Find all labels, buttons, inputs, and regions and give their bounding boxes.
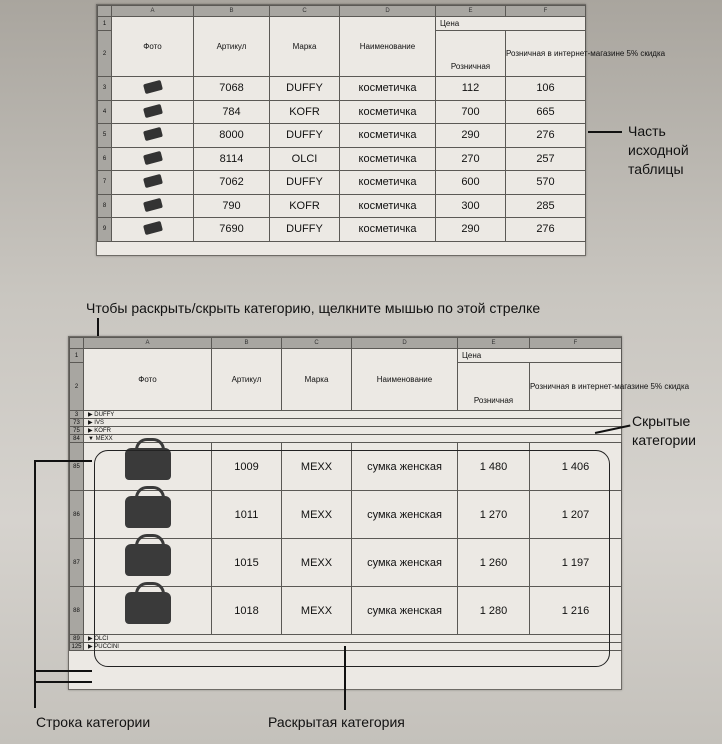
cell-brand[interactable]: MEXX <box>282 491 352 539</box>
cell-art[interactable]: 1015 <box>212 539 282 587</box>
category-row-tick <box>34 670 92 672</box>
cell-brand[interactable]: DUFFY <box>270 218 340 242</box>
cell-web[interactable]: 106 <box>506 77 586 101</box>
cell-name[interactable]: сумка женская <box>352 443 458 491</box>
category-toggle[interactable]: ▶ DUFFY <box>84 411 622 419</box>
cell-brand[interactable]: KOFR <box>270 194 340 218</box>
cosmetic-bag-thumbnail <box>143 80 163 94</box>
row-number[interactable]: 2 <box>98 31 112 77</box>
row-number[interactable]: 87 <box>70 539 84 587</box>
header-artikul: Артикул <box>194 17 270 77</box>
toggle-hint: Чтобы раскрыть/скрыть категорию, щелкните мышью по этой стрелке <box>86 300 541 316</box>
column-header[interactable]: B <box>212 338 282 349</box>
table-row[interactable] <box>98 194 586 218</box>
part-label-line: таблицы <box>628 161 684 177</box>
cell-art[interactable]: 7068 <box>194 77 270 101</box>
table-row[interactable] <box>98 124 586 148</box>
cell-retail[interactable]: 1 260 <box>458 539 530 587</box>
header-foto: Фото <box>112 17 194 77</box>
category-row[interactable] <box>70 411 622 419</box>
header-marka: Марка <box>270 17 340 77</box>
cell-web[interactable]: 1 406 <box>530 443 622 491</box>
cell-retail[interactable]: 112 <box>436 77 506 101</box>
cell-retail[interactable]: 1 480 <box>458 443 530 491</box>
cell-brand[interactable]: DUFFY <box>270 124 340 148</box>
column-header[interactable]: F <box>530 338 622 349</box>
cosmetic-bag-thumbnail <box>143 198 163 212</box>
category-row[interactable] <box>70 427 622 435</box>
cell-name[interactable]: косметичка <box>340 194 436 218</box>
cell-brand[interactable]: KOFR <box>270 100 340 124</box>
cell-art[interactable]: 1009 <box>212 443 282 491</box>
column-header[interactable]: E <box>436 6 506 17</box>
cell-art[interactable]: 1011 <box>212 491 282 539</box>
cell-web[interactable]: 570 <box>506 171 586 195</box>
cell-art[interactable]: 7690 <box>194 218 270 242</box>
cell-retail[interactable]: 1 270 <box>458 491 530 539</box>
cell-name[interactable]: косметичка <box>340 100 436 124</box>
hidden-label-line: категории <box>632 432 696 448</box>
row-number[interactable]: 89 <box>70 635 84 643</box>
category-toggle[interactable]: ▼ MEXX <box>84 435 622 443</box>
cell-name[interactable]: сумка женская <box>352 491 458 539</box>
cell-brand[interactable]: MEXX <box>282 539 352 587</box>
header-naimenovanie: Наименование <box>352 349 458 411</box>
cell-retail[interactable]: 290 <box>436 218 506 242</box>
cell-name[interactable]: косметичка <box>340 124 436 148</box>
cell-brand[interactable]: MEXX <box>282 587 352 635</box>
hidden-label <box>632 412 696 450</box>
cell-art[interactable]: 7062 <box>194 171 270 195</box>
cell-retail[interactable]: 1 280 <box>458 587 530 635</box>
photo-cell <box>112 100 194 124</box>
row-number[interactable]: 84 <box>70 435 84 443</box>
row-number[interactable]: 5 <box>98 124 112 148</box>
row-number[interactable]: 8 <box>98 194 112 218</box>
cell-web[interactable]: 276 <box>506 218 586 242</box>
cell-art[interactable]: 8114 <box>194 147 270 171</box>
part-label-line: исходной <box>628 142 689 158</box>
cosmetic-bag-thumbnail <box>143 127 163 141</box>
cell-brand[interactable]: OLCI <box>270 147 340 171</box>
row-number[interactable]: 85 <box>70 443 84 491</box>
row-number[interactable]: 9 <box>98 218 112 242</box>
row-number[interactable]: 7 <box>98 171 112 195</box>
cell-web[interactable]: 1 197 <box>530 539 622 587</box>
expanded-category-frame <box>94 450 610 667</box>
cell-web[interactable]: 665 <box>506 100 586 124</box>
row-number[interactable]: 4 <box>98 100 112 124</box>
category-toggle[interactable]: ▶ IVS <box>84 419 622 427</box>
cell-brand[interactable]: DUFFY <box>270 171 340 195</box>
cell-web[interactable]: 1 216 <box>530 587 622 635</box>
category-toggle[interactable]: ▶ PUCCINI <box>84 643 622 651</box>
photo-cell <box>112 124 194 148</box>
row-number[interactable]: 3 <box>70 411 84 419</box>
photo-cell <box>112 194 194 218</box>
column-header[interactable]: D <box>352 338 458 349</box>
category-row[interactable] <box>70 419 622 427</box>
row-number[interactable]: 75 <box>70 427 84 435</box>
cell-name[interactable]: косметичка <box>340 171 436 195</box>
row-number[interactable]: 1 <box>70 349 84 363</box>
header-internet: Розничная в интернет-магазине 5% скидка <box>530 363 622 411</box>
cell-retail[interactable]: 290 <box>436 124 506 148</box>
cell-name[interactable]: сумка женская <box>352 539 458 587</box>
header-roznichnaya: Розничная <box>436 31 506 77</box>
cell-art[interactable]: 790 <box>194 194 270 218</box>
cell-web[interactable]: 1 207 <box>530 491 622 539</box>
cosmetic-bag-thumbnail <box>143 221 163 235</box>
row-number[interactable]: 125 <box>71 643 82 650</box>
category-toggle[interactable]: ▶ OLCI <box>84 635 622 643</box>
part-label-line: Часть <box>628 123 666 139</box>
cell-retail[interactable]: 300 <box>436 194 506 218</box>
table-row[interactable] <box>98 100 586 124</box>
category-row-label: Строка категории <box>36 714 151 730</box>
table-row[interactable] <box>98 147 586 171</box>
cell-art[interactable]: 8000 <box>194 124 270 148</box>
table-row[interactable] <box>98 171 586 195</box>
cosmetic-bag-thumbnail <box>143 104 163 118</box>
header-cena: Цена <box>458 349 622 363</box>
row-number[interactable]: 1 <box>98 17 112 31</box>
column-header-row <box>70 338 622 349</box>
cell-web[interactable]: 285 <box>506 194 586 218</box>
expanded-label: Раскрытая категория <box>268 714 405 730</box>
cell-web[interactable]: 257 <box>506 147 586 171</box>
cell-name[interactable]: косметичка <box>340 147 436 171</box>
cell-brand[interactable]: DUFFY <box>270 77 340 101</box>
column-header-row <box>98 6 586 17</box>
column-header[interactable]: A <box>112 6 194 17</box>
photo-cell <box>112 147 194 171</box>
header-marka: Марка <box>282 349 352 411</box>
cell-brand[interactable]: MEXX <box>282 443 352 491</box>
row-number[interactable]: 88 <box>70 587 84 635</box>
column-header[interactable]: C <box>270 6 340 17</box>
photo-cell <box>112 77 194 101</box>
category-row-tick <box>34 681 92 683</box>
column-header[interactable]: D <box>340 6 436 17</box>
photo-cell <box>112 171 194 195</box>
cell-name[interactable]: косметичка <box>340 218 436 242</box>
row-number[interactable]: 2 <box>70 363 84 411</box>
cosmetic-bag-thumbnail <box>143 174 163 188</box>
category-row-tick <box>34 460 92 462</box>
row-number[interactable]: 3 <box>98 77 112 101</box>
hidden-label-line: Скрытые <box>632 413 691 429</box>
table-row[interactable] <box>98 77 586 101</box>
expanded-pointer-line <box>344 646 346 710</box>
row-number[interactable]: 6 <box>98 147 112 171</box>
header-cena: Цена <box>436 17 586 31</box>
cell-retail[interactable]: 700 <box>436 100 506 124</box>
photo-cell <box>112 218 194 242</box>
cell-name[interactable]: косметичка <box>340 77 436 101</box>
part-pointer-line <box>588 131 622 133</box>
header-foto: Фото <box>84 349 212 411</box>
row-number[interactable]: 86 <box>70 491 84 539</box>
cell-art[interactable]: 784 <box>194 100 270 124</box>
header-artikul: Артикул <box>212 349 282 411</box>
cell-art[interactable]: 1018 <box>212 587 282 635</box>
cell-web[interactable]: 276 <box>506 124 586 148</box>
cell-retail[interactable]: 270 <box>436 147 506 171</box>
column-header[interactable]: E <box>458 338 530 349</box>
category-toggle[interactable]: ▶ KOFR <box>84 427 622 435</box>
column-header[interactable]: F <box>506 6 586 17</box>
header-naimenovanie: Наименование <box>340 17 436 77</box>
cell-retail[interactable]: 600 <box>436 171 506 195</box>
column-header[interactable]: B <box>194 6 270 17</box>
part-label <box>628 122 689 179</box>
column-header[interactable]: A <box>84 338 212 349</box>
row-number[interactable]: 73 <box>70 419 84 427</box>
header-roznichnaya: Розничная <box>458 363 530 411</box>
table-row[interactable] <box>98 218 586 242</box>
cosmetic-bag-thumbnail <box>143 151 163 165</box>
column-header[interactable]: C <box>282 338 352 349</box>
cell-name[interactable]: сумка женская <box>352 587 458 635</box>
header-internet: Розничная в интернет-магазине 5% скидка <box>506 31 586 77</box>
